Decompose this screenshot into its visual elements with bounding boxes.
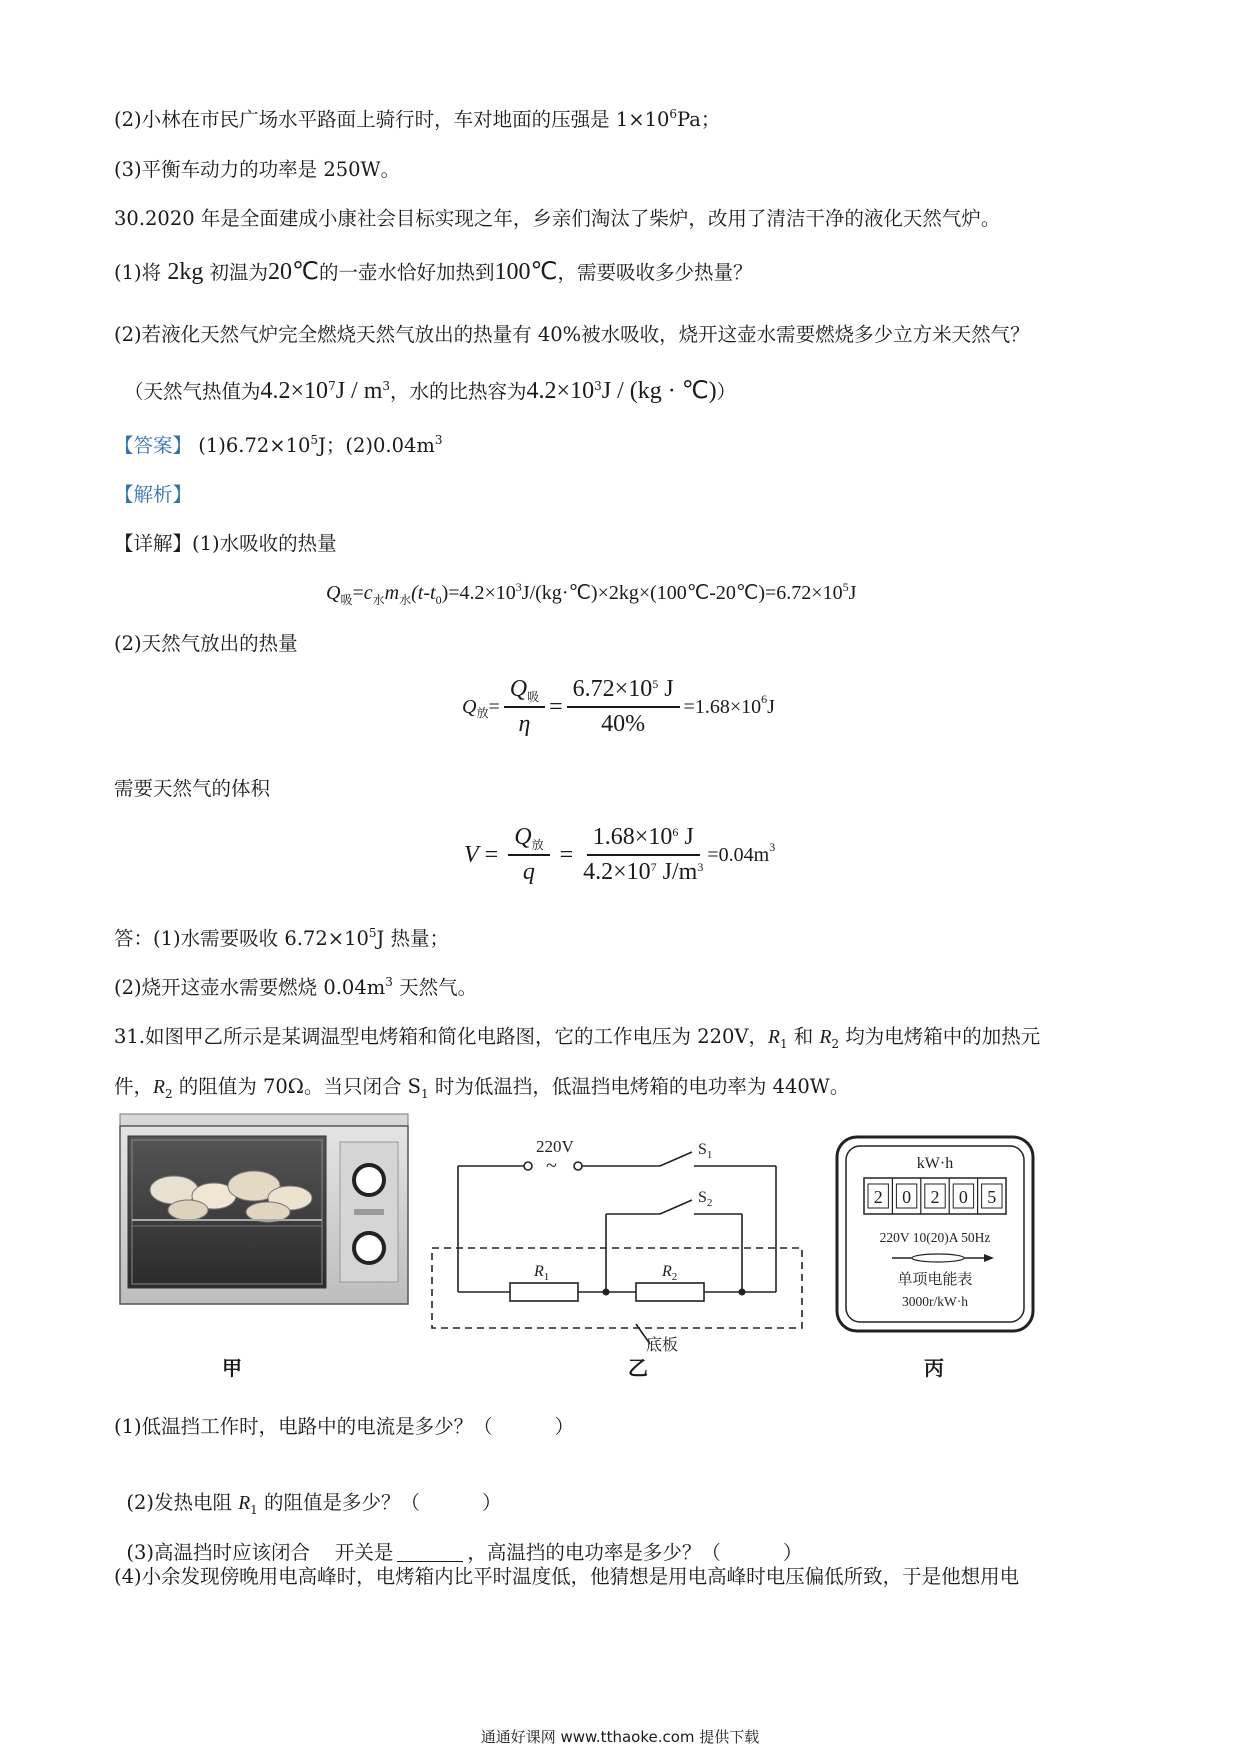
meter-unit: kW·h — [916, 1155, 954, 1172]
equation-heat-released — [462, 676, 775, 738]
switch-s2 — [660, 1200, 692, 1214]
fraction-efficiency — [504, 676, 545, 738]
numerator: 6.72×10 — [572, 676, 653, 702]
symbol-r2: R — [819, 1027, 832, 1048]
text-segment: 初温为 — [209, 261, 269, 284]
symbol-q: Q — [462, 695, 477, 718]
unit: J — [678, 824, 694, 850]
meter-name: 单项电能表 — [897, 1270, 973, 1288]
denominator: 40% — [601, 711, 646, 737]
answer-line — [114, 433, 443, 461]
r1-label: $R_1$ — [534, 1263, 550, 1283]
text-segment: ，水的比热容为 — [390, 380, 527, 403]
meter-digit: 5 — [987, 1187, 997, 1207]
exponent: 5 — [652, 677, 659, 691]
math-temp-final: 100℃ — [494, 259, 558, 285]
exponent: 6 — [672, 825, 679, 839]
fraction-volume — [508, 824, 549, 886]
math-unit: J / m — [335, 378, 383, 404]
question-30-stem: 30.2020 年是全面建成小康社会目标实现之年，乡亲们淘汰了柴炉，改用了清洁干净的液化天然气炉。 — [114, 207, 1001, 230]
figure-label-jia: 甲 — [222, 1356, 242, 1380]
equals: = — [478, 841, 505, 868]
symbol-q: Q — [326, 582, 341, 604]
text-line-power: (3)平衡车动力的功率是 250W。 — [114, 158, 401, 181]
unit: J — [767, 695, 775, 718]
exponent: 5 — [842, 580, 849, 594]
text-segment: ） — [716, 380, 737, 403]
r2-label: $R_2$ — [662, 1263, 678, 1283]
meter-rate: 3000r/kW·h — [902, 1294, 968, 1309]
meter-disc — [912, 1254, 964, 1262]
numerator: Q — [509, 676, 528, 702]
unit: J/m — [656, 859, 698, 885]
equation-volume — [464, 824, 775, 886]
baseplate-outline — [432, 1248, 802, 1328]
food-5 — [168, 1200, 208, 1220]
text-segment: (2)发热电阻 — [126, 1491, 239, 1514]
symbol-m: m — [384, 582, 400, 604]
question-30-part2: (2)若液化天然气炉完全燃烧天然气放出的热量有 40%被水吸收，烧开这壶水需要燃烧多少立方米天然气？ — [114, 323, 1030, 346]
exponent: 3 — [515, 580, 522, 594]
meter-spec: 220V 10(20)A 50Hz — [879, 1230, 991, 1245]
baseplate-label: 底板 — [646, 1335, 679, 1352]
equation-text: J/(kg·℃)×2kg×(100℃-20℃)=6.72×10 — [521, 582, 843, 604]
text-segment: ，需要吸收多少热量？ — [557, 261, 753, 284]
figure-label-yi: 乙 — [628, 1356, 648, 1380]
exponent: 3 — [434, 433, 443, 447]
text-segment: 的阻值是多少？（ ） — [257, 1491, 502, 1514]
exponent: 3 — [382, 379, 391, 393]
ac-symbol: ~ — [546, 1155, 557, 1177]
exponent: 3 — [594, 379, 602, 393]
denominator: 4.2×10 — [583, 859, 651, 885]
terminal-left — [524, 1162, 532, 1170]
question-31-sub2 — [114, 1464, 501, 1518]
junction-right — [739, 1289, 746, 1296]
equals: = — [553, 841, 580, 868]
subscript: 吸 — [340, 593, 353, 607]
text-segment: 时为低温挡，低温挡电烤箱的电功率为 440W。 — [428, 1075, 850, 1098]
subscript: 放 — [531, 838, 544, 852]
answer-summary-2 — [114, 975, 477, 1003]
equals: = — [549, 693, 563, 720]
text-segment: Pa； — [677, 108, 721, 131]
symbol-r1: R — [768, 1027, 780, 1048]
text-segment: J 热量； — [376, 927, 450, 950]
text-segment: 31.如图甲乙所示是某调温型电烤箱和简化电路图，它的工作电压为 220V， — [114, 1025, 769, 1048]
detail-tag: 【详解】 — [114, 532, 193, 555]
symbol-r1: R — [238, 1493, 251, 1514]
analysis-tag: 【解析】 — [114, 483, 193, 506]
numerator: Q — [514, 824, 532, 850]
text-segment: J；(2)0.04m — [318, 434, 435, 457]
s2-label: $S_2$ — [698, 1189, 713, 1209]
result: =0.04m — [707, 843, 770, 866]
answer-tag: 【答案】 — [114, 434, 193, 457]
detail-line — [114, 531, 337, 557]
question-30-part1 — [114, 259, 752, 286]
text-segment: 的阻值为 70Ω。当只闭合 S — [172, 1075, 422, 1098]
question-31-sub1: (1)低温挡工作时，电路中的电流是多少？（ ） — [114, 1415, 575, 1438]
denominator: q — [522, 859, 535, 885]
question-31-stem-2 — [114, 1074, 849, 1102]
subscript: 0 — [435, 593, 442, 607]
fraction-values — [567, 676, 680, 738]
resistor-r1 — [510, 1283, 578, 1301]
page-footer: 通通好课网 www.tthaoke.com 提供下载 — [480, 1728, 760, 1746]
exponent: 5 — [310, 433, 319, 447]
math-mass: 2kg — [167, 259, 204, 285]
question-31-stem-1 — [114, 1024, 1040, 1052]
text-line-pressure — [114, 107, 720, 135]
symbol-c: c — [363, 582, 373, 604]
subscript: 吸 — [527, 690, 540, 704]
text-segment: (2)烧开这壶水需要燃烧 0.04m — [114, 976, 386, 999]
subscript: 1 — [779, 1037, 788, 1051]
text-segment: (1)6.72×10 — [198, 434, 311, 457]
voltage-label: 220V — [536, 1137, 574, 1156]
result: =1.68×10 — [683, 695, 762, 718]
switch-s1 — [660, 1152, 692, 1166]
exponent: 7 — [328, 379, 336, 393]
exponent: 3 — [385, 975, 393, 989]
question-31-sub4: (4)小余发现傍晚用电高峰时，电烤箱内比平时温度低，他猜想是用电高峰时电压偏低所致，于是他想用电 — [114, 1565, 1020, 1588]
s1-label: $S_1$ — [698, 1141, 713, 1161]
oven-window — [128, 1136, 326, 1288]
meter-digit: 2 — [873, 1187, 883, 1207]
junction-left — [603, 1289, 610, 1296]
math-temp-initial: 20℃ — [268, 259, 319, 285]
meter-digit: 2 — [930, 1187, 940, 1207]
terminal-right — [574, 1162, 582, 1170]
text-segment: (1)将 — [114, 261, 162, 284]
math-heat-value: 4.2×10 — [260, 378, 329, 404]
text-segment: （天然气热值为 — [124, 380, 261, 403]
symbol-r2: R — [153, 1077, 165, 1098]
exponent: 7 — [650, 860, 657, 874]
subscript: 水 — [372, 593, 385, 607]
text-segment: (2)小林在市民广场水平路面上骑行时，车对地面的压强是 1×10 — [114, 108, 670, 131]
text-line-volume: 需要天然气的体积 — [114, 777, 271, 800]
subscript: 2 — [831, 1037, 840, 1051]
meter-digit: 0 — [902, 1187, 912, 1207]
equation-text: )=4.2×10 — [441, 582, 516, 604]
resistor-r2 — [636, 1283, 704, 1301]
equation-heat-absorbed — [326, 580, 856, 605]
subscript: 1 — [421, 1087, 429, 1101]
subscript: 水 — [399, 593, 412, 607]
equals: = — [352, 582, 364, 604]
meter-digit: 0 — [958, 1187, 968, 1207]
text-segment: 均为电烤箱中的加热元 — [839, 1025, 1041, 1048]
equation-text: J — [848, 582, 857, 604]
exponent: 6 — [761, 691, 768, 706]
text-segment: 和 — [787, 1025, 820, 1048]
answer-summary-1 — [114, 926, 449, 954]
numerator: 1.68×10 — [592, 824, 673, 850]
text-segment: (1)水吸收的热量 — [192, 532, 337, 555]
oven-knob-top — [354, 1165, 384, 1195]
subscript: 放 — [476, 705, 489, 720]
text-segment: 件， — [114, 1075, 154, 1098]
answer-blank[interactable] — [397, 1541, 463, 1562]
exponent: 5 — [368, 926, 377, 940]
exponent: 6 — [669, 107, 678, 121]
text-segment: 的一壶水恰好加热到 — [319, 261, 495, 284]
figure-label-bing: 丙 — [924, 1356, 944, 1380]
subscript: 2 — [164, 1087, 173, 1101]
math-specific-heat: 4.2×10 — [526, 378, 595, 404]
equals: = — [488, 695, 500, 718]
energy-meter — [834, 1134, 1036, 1334]
unit: J — [658, 676, 674, 702]
question-30-given — [124, 378, 736, 407]
oven-figure — [118, 1112, 410, 1308]
circuit-diagram — [428, 1130, 808, 1352]
math-unit: J / (kg · ℃) — [601, 378, 717, 404]
symbol-t: (t-t — [411, 582, 436, 604]
text-segment: 答：(1)水需要吸收 6.72×10 — [114, 927, 369, 950]
fraction-volume-values — [583, 824, 703, 886]
subscript: 1 — [250, 1503, 258, 1517]
oven-indicator — [354, 1209, 384, 1215]
text-segment: (3)高温挡时应该闭合 开关是 — [126, 1541, 394, 1564]
exponent: 3 — [697, 860, 704, 874]
symbol-v: V — [464, 841, 479, 868]
text-line-heat-released: (2)天然气放出的热量 — [114, 632, 298, 655]
oven-top — [120, 1114, 408, 1126]
exponent: 3 — [769, 839, 776, 854]
denominator: η — [518, 711, 531, 737]
question-31-sub3 — [114, 1514, 802, 1566]
oven-knob-bottom — [354, 1233, 384, 1263]
text-segment: ，高温挡的电功率是多少？（ ） — [467, 1541, 803, 1564]
text-segment: 天然气。 — [392, 976, 478, 999]
